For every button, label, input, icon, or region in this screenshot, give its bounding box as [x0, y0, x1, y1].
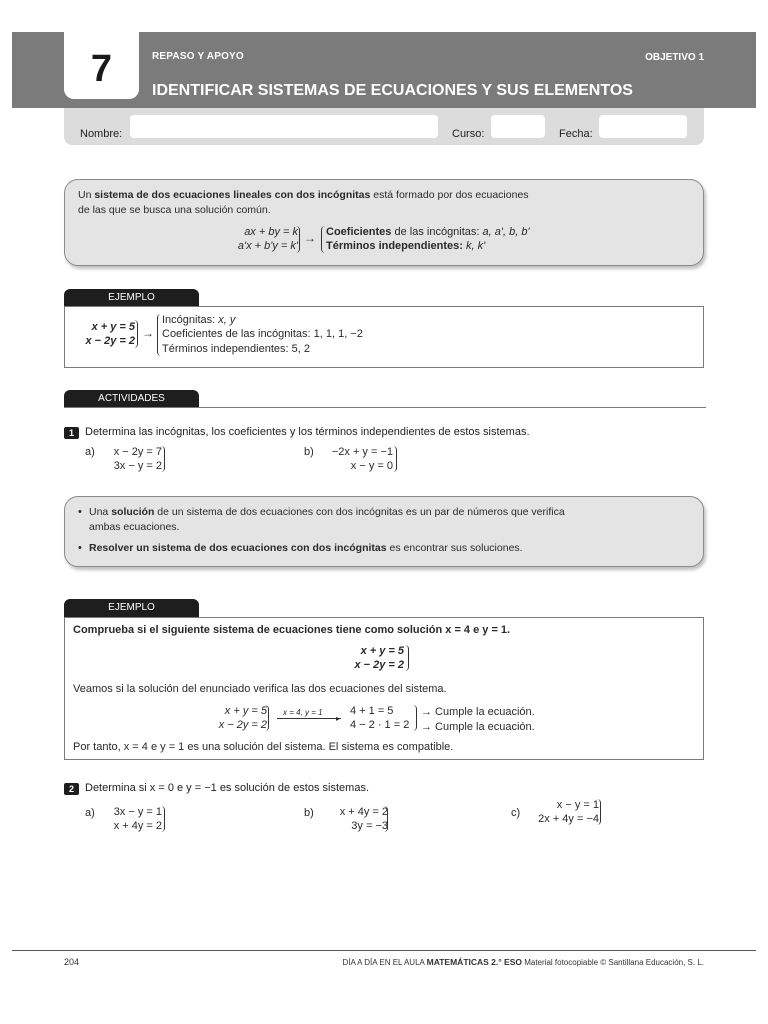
check-eq-1: x + y = 5: [224, 705, 267, 717]
independent-terms-line: Términos independientes: k, k': [326, 240, 486, 252]
right-brace: [296, 226, 300, 253]
activity-number-badge: 2: [64, 783, 79, 795]
example-eq-1: x + y = 5: [91, 321, 135, 333]
system-b-eq-2: 3y = −3: [351, 820, 388, 832]
system-a-eq-2: x + 4y = 2: [113, 820, 162, 832]
arrow-head-icon: ▸: [336, 714, 341, 723]
right-brace: [134, 320, 138, 348]
result-2: → Cumple la ecuación.: [421, 721, 535, 733]
left-brace: [321, 226, 325, 253]
solution-definition: Una solución de un sistema de dos ecuaciones con dos incógnitas es un par de números que verifica ambas ecuaciones.: [89, 506, 565, 533]
option-label: b): [304, 807, 314, 819]
objective-label: OBJETIVO 1: [645, 52, 704, 63]
example-coefficients: Coeficientes de las incógnitas: 1, 1, 1, −2: [162, 328, 363, 340]
example-eq-2: x − 2y = 2: [85, 335, 135, 347]
section-label: REPASO Y APOYO: [152, 51, 244, 62]
right-brace: [161, 446, 165, 472]
option-label: a): [85, 807, 95, 819]
activities-tab: ACTIVIDADES: [64, 390, 199, 408]
check-eq-2: x − 2y = 2: [218, 719, 267, 731]
example-independent-terms: Términos independientes: 5, 2: [162, 343, 310, 355]
activity-2-text: Determina si x = 0 e y = −1 es solución de estos sistemas.: [85, 782, 369, 794]
option-label: c): [511, 807, 521, 819]
activity-number-badge: 1: [64, 427, 79, 439]
example-conclusion: Por tanto, x = 4 e y = 1 es una solución del sistema. El sistema es compatible.: [73, 741, 454, 753]
footer-divider: [12, 950, 756, 951]
system-b-eq-1: x + 4y = 2: [339, 806, 388, 818]
course-label: Curso:: [452, 128, 485, 140]
result-eq-2: 4 − 2 · 1 = 2: [350, 719, 410, 731]
system-c-eq-1: x − y = 1: [556, 799, 599, 811]
right-brace: [265, 705, 269, 731]
date-label: Fecha:: [559, 128, 593, 140]
system-b-eq-2: x − y = 0: [350, 460, 393, 472]
date-field[interactable]: [599, 115, 687, 138]
theory-definition: Un sistema de dos ecuaciones lineales con dos incógnitas está formado por dos ecuaciones de las que se busca una solución común.: [78, 189, 529, 216]
right-brace: [413, 705, 417, 731]
solving-definition: Resolver un sistema de dos ecuaciones con dos incógnitas es encontrar sus soluciones.: [89, 542, 523, 554]
name-field[interactable]: [130, 115, 438, 138]
system-a-eq-2: 3x − y = 2: [113, 460, 162, 472]
system-c-eq-2: 2x + 4y = −4: [538, 813, 599, 825]
substitution-arrow: [277, 718, 341, 719]
system-a-eq-1: 3x − y = 1: [113, 806, 162, 818]
bullet-icon: •: [78, 542, 82, 554]
general-eq-1: ax + by = k: [244, 226, 298, 238]
check-intro: Veamos si la solución del enunciado verifica las dos ecuaciones del sistema.: [73, 683, 447, 695]
option-label: b): [304, 446, 314, 458]
system-b-eq-1: −2x + y = −1: [331, 446, 393, 458]
general-eq-2: a'x + b'y = k': [237, 240, 298, 252]
name-label: Nombre:: [80, 128, 123, 140]
example-prompt: Comprueba si el siguiente sistema de ecuaciones tiene como solución x = 4 e y = 1.: [73, 624, 511, 636]
unit-number: 7: [64, 28, 139, 99]
page-title: IDENTIFICAR SISTEMAS DE ECUACIONES Y SUS ELEMENTOS: [152, 82, 633, 99]
example-unknowns: Incógnitas: x, y: [162, 314, 236, 326]
right-brace: [597, 799, 601, 825]
right-brace: [161, 806, 165, 832]
substitution-label: x = 4, y = 1: [283, 708, 323, 717]
result-1: → Cumple la ecuación.: [421, 706, 535, 718]
bullet-icon: •: [78, 506, 82, 518]
option-label: a): [85, 446, 95, 458]
example-system-eq-2: x − 2y = 2: [354, 659, 404, 671]
result-eq-1: 4 + 1 = 5: [350, 705, 394, 717]
arrow-icon: →: [142, 326, 154, 340]
coefficients-line: Coeficientes de las incógnitas: a, a', b, b': [326, 226, 530, 238]
example-tab: EJEMPLO: [64, 289, 199, 307]
right-brace: [393, 446, 397, 472]
left-brace: [157, 314, 161, 356]
page-number: 204: [64, 957, 80, 967]
system-a-eq-1: x − 2y = 7: [113, 446, 162, 458]
divider: [64, 407, 706, 408]
footer-credits: DÍA A DÍA EN EL AULA MATEMÁTICAS 2.° ESO Material fotocopiable © Santillana Educación, S. L.: [342, 957, 704, 967]
example-tab: EJEMPLO: [64, 599, 199, 617]
right-brace: [384, 806, 388, 832]
example-system-eq-1: x + y = 5: [360, 645, 404, 657]
activity-1-text: Determina las incógnitas, los coeficientes y los términos independientes de estos sistemas.: [85, 426, 530, 438]
course-field[interactable]: [491, 115, 545, 138]
right-brace: [405, 645, 409, 671]
arrow-icon: →: [304, 231, 316, 245]
